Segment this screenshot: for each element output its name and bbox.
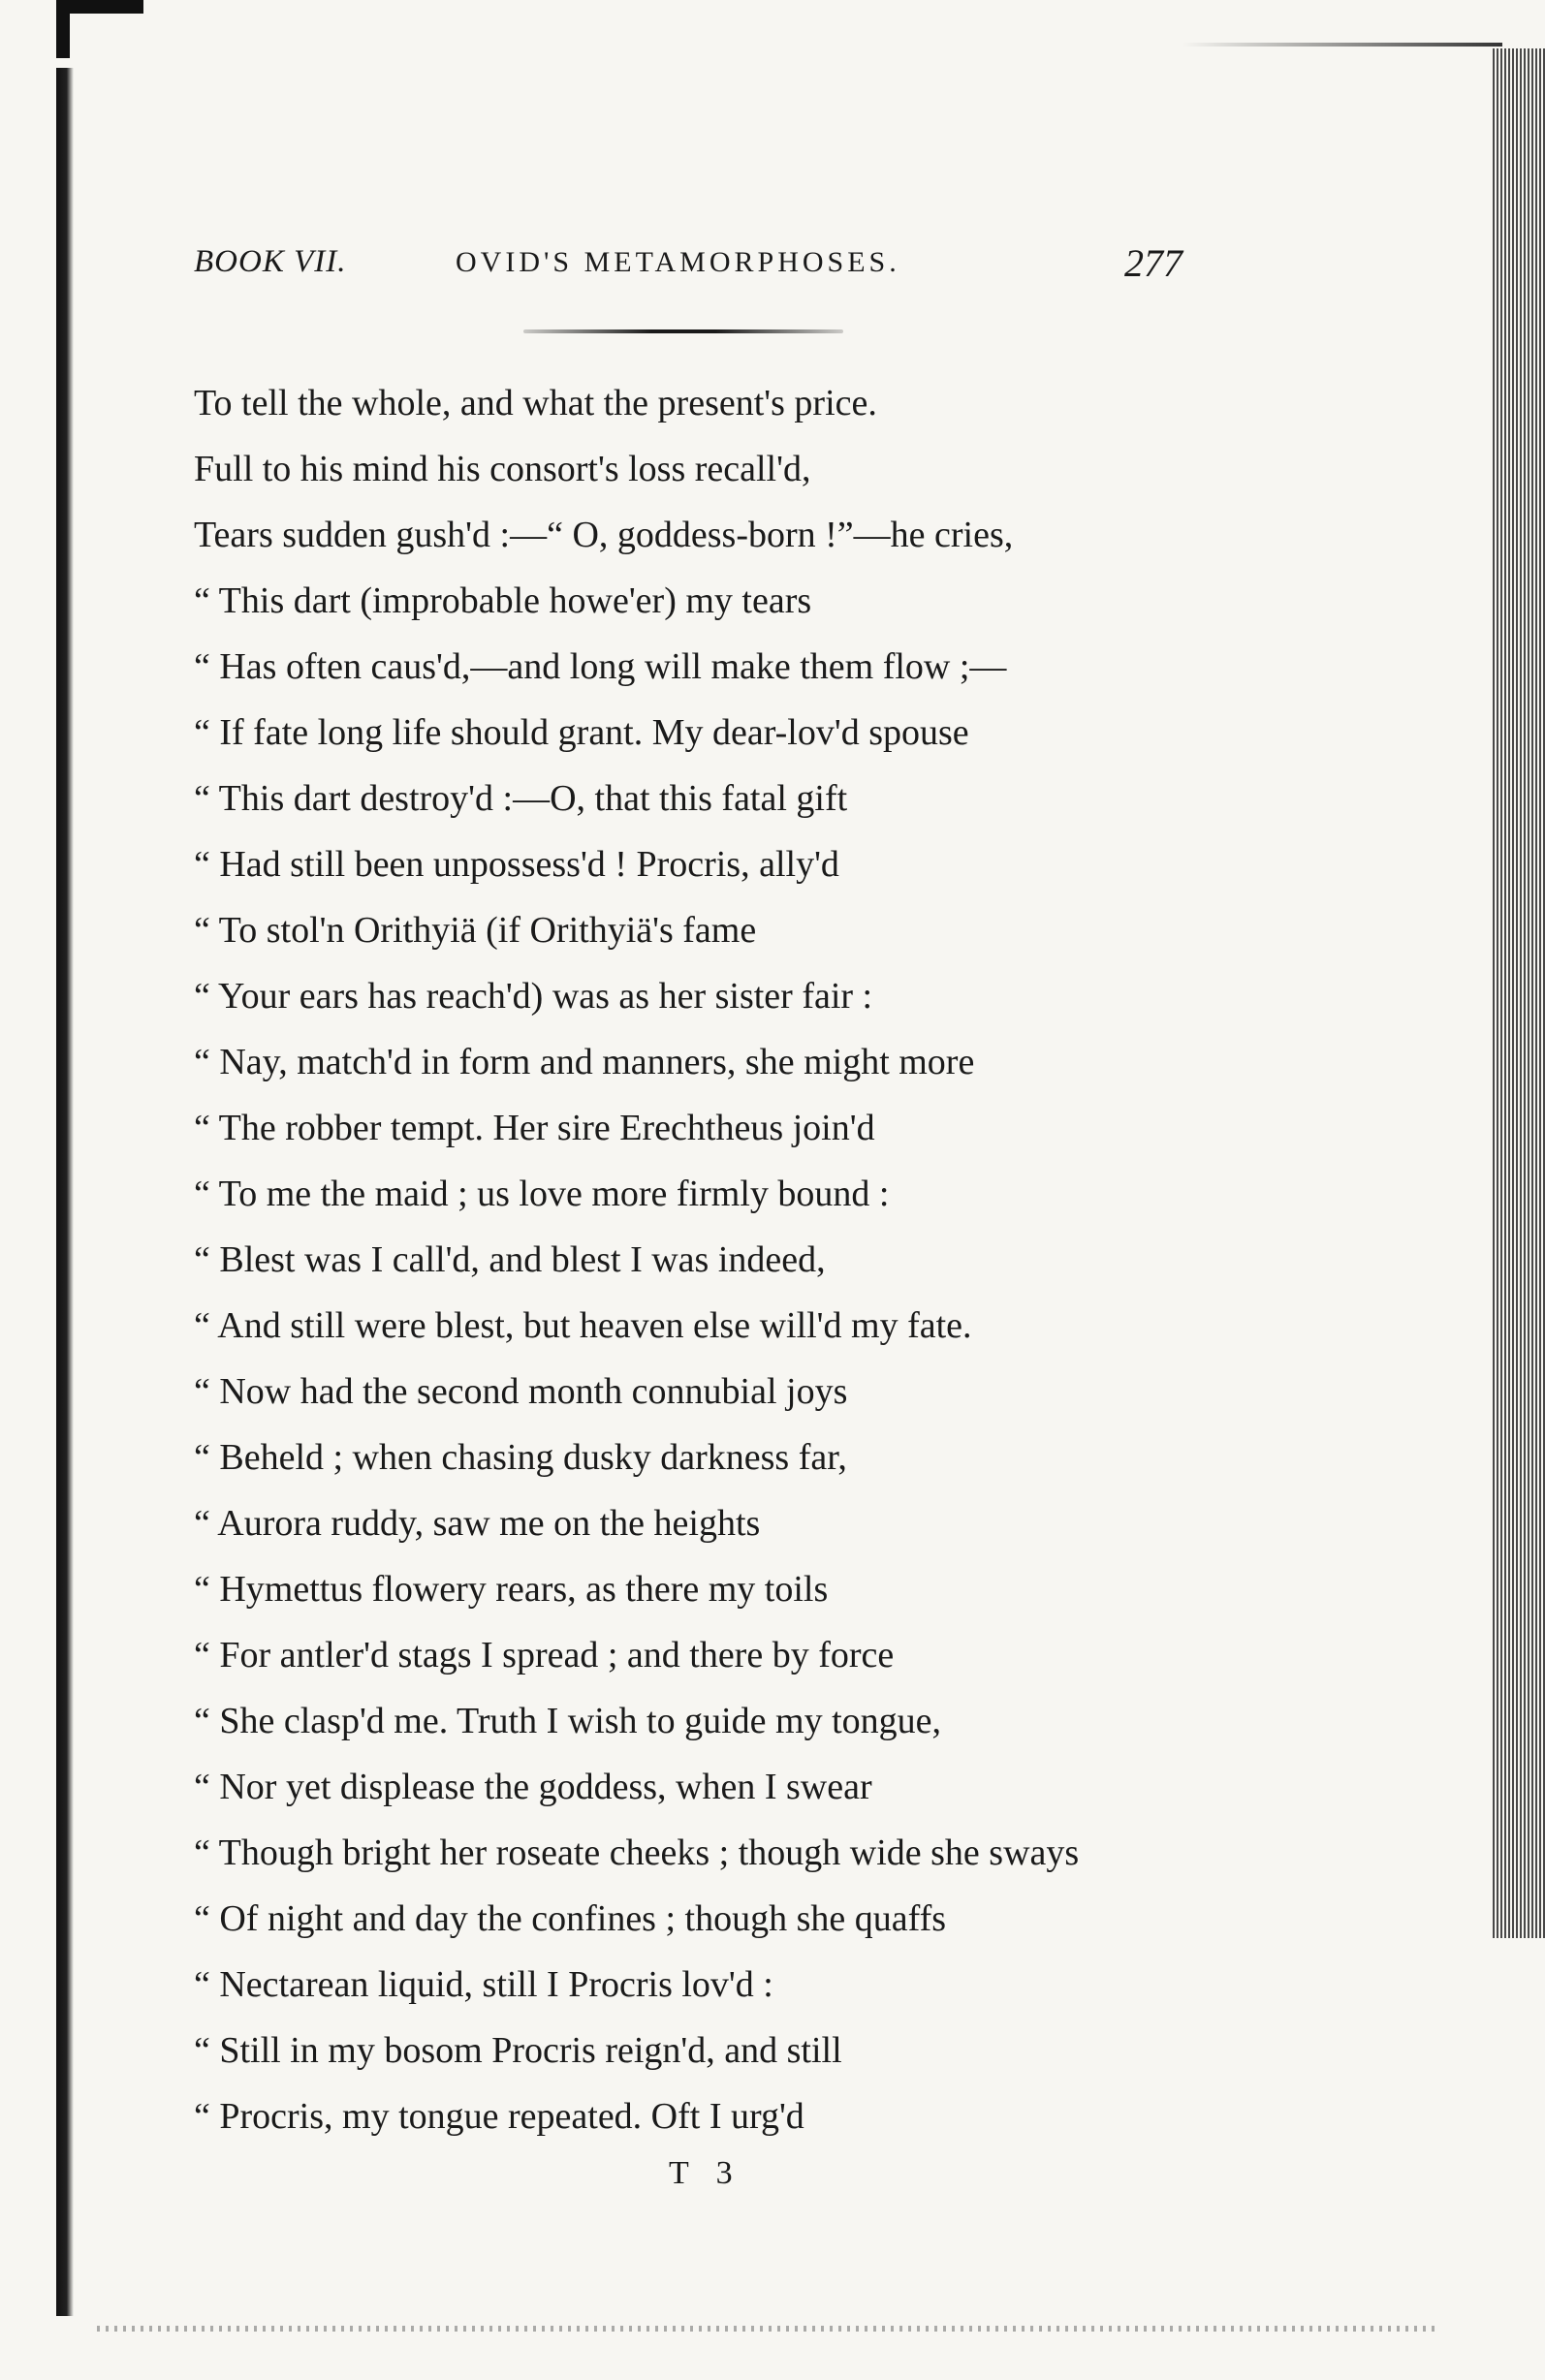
verse-line: “ Aurora ruddy, saw me on the heights bbox=[194, 1503, 761, 1544]
verse-line: “ The robber tempt. Her sire Erechtheus join'd bbox=[194, 1108, 875, 1148]
verse-line: To tell the whole, and what the present's price. bbox=[194, 383, 877, 423]
running-head bbox=[194, 241, 1182, 302]
verse-line: “ If fate long life should grant. My dear-lov'd spouse bbox=[194, 712, 969, 753]
verse-line: “ This dart (improbable howe'er) my tears bbox=[194, 580, 812, 621]
verse-line: “ Beheld ; when chasing dusky darkness far, bbox=[194, 1437, 847, 1478]
header-rule bbox=[523, 329, 843, 333]
verse-line: “ To me the maid ; us love more firmly bound : bbox=[194, 1174, 890, 1214]
page-edge-top bbox=[1182, 43, 1502, 47]
work-title: OVID'S METAMORPHOSES. bbox=[456, 246, 900, 278]
verse-line: “ Has often caus'd,—and long will make them flow ;— bbox=[194, 646, 1007, 687]
verse-line: “ Had still been unpossess'd ! Procris, ally'd bbox=[194, 844, 839, 885]
verse-line: “ Procris, my tongue repeated. Oft I urg'd bbox=[194, 2096, 804, 2137]
verse-line: “ She clasp'd me. Truth I wish to guide my tongue, bbox=[194, 1701, 942, 1741]
verse-line: Tears sudden gush'd :—“ O, goddess-born !”—he cries, bbox=[194, 515, 1014, 555]
verse-line: “ To stol'n Orithyiä (if Orithyiä's fame bbox=[194, 910, 757, 951]
verse-line: “ This dart destroy'd :—O, that this fatal gift bbox=[194, 778, 848, 819]
verse-line: “ Though bright her roseate cheeks ; though wide she sways bbox=[194, 1832, 1080, 1873]
verse-line: “ Still in my bosom Procris reign'd, and still bbox=[194, 2030, 842, 2071]
verse-block bbox=[194, 370, 1221, 2149]
page-number: 277 bbox=[1124, 241, 1182, 285]
signature-mark: T 3 bbox=[669, 2155, 742, 2191]
book-label: BOOK VII. bbox=[194, 244, 347, 279]
verse-line: “ For antler'd stags I spread ; and there by force bbox=[194, 1635, 895, 1675]
verse-line: “ And still were blest, but heaven else will'd my fate. bbox=[194, 1305, 972, 1346]
verse-line: “ Nectarean liquid, still I Procris lov'd : bbox=[194, 1964, 773, 2005]
scan-bottom-smudge bbox=[97, 2326, 1435, 2332]
binding-shadow bbox=[56, 68, 74, 2316]
verse-line: “ Now had the second month connubial joys bbox=[194, 1371, 848, 1412]
verse-line: Full to his mind his consort's loss recall'd, bbox=[194, 449, 811, 489]
verse-line: “ Nay, match'd in form and manners, she might more bbox=[194, 1042, 975, 1082]
scan-corner-mark-vertical bbox=[56, 0, 70, 58]
verse-line: “ Hymettus flowery rears, as there my toils bbox=[194, 1569, 829, 1610]
verse-line: “ Of night and day the confines ; though she quaffs bbox=[194, 1898, 947, 1939]
page-edge-right bbox=[1493, 48, 1545, 1938]
verse-line: “ Nor yet displease the goddess, when I swear bbox=[194, 1767, 872, 1807]
verse-line: “ Blest was I call'd, and blest I was indeed, bbox=[194, 1239, 826, 1280]
verse-line: “ Your ears has reach'd) was as her sister fair : bbox=[194, 976, 873, 1017]
